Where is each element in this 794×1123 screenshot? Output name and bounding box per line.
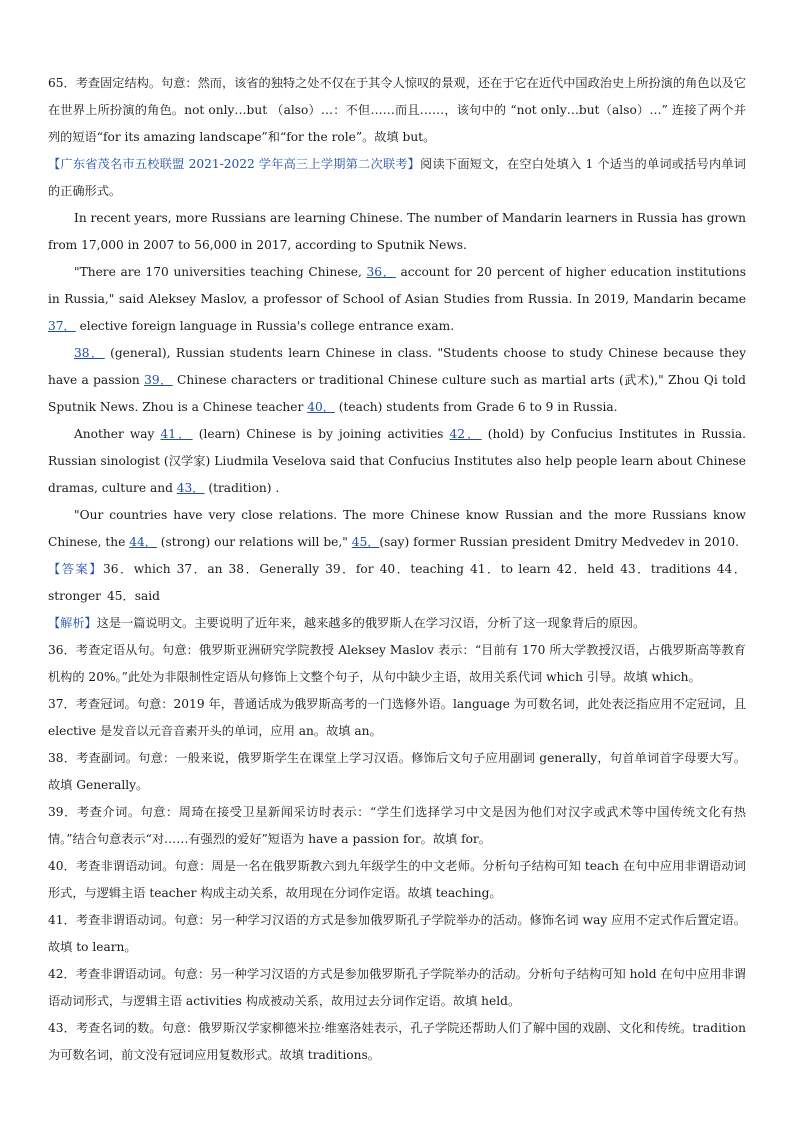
analysis-item-41: 41．考查非谓语动词。句意：另一种学习汉语的方式是参加俄罗斯孔子学院举办的活动。修饰名词 way 应用不定式作后置定语。故填 to learn。 (48, 913, 746, 954)
passage-paragraph-5 (48, 502, 746, 556)
answer-item: 38．Generally (228, 562, 320, 576)
answer-item: 42．held (556, 562, 615, 576)
passage-text: "Our countries have very close relations. The more Chinese know Russian and the more Russians know Chinese, the (48, 508, 746, 549)
q65-explanation: 65．考查固定结构。句意：然而，该省的独特之处不仅在于其令人惊叹的景观，还在于它在近代中国政治史上所扮演的角色以及它在世界上所扮演的角色。not only…but （also）…：不但……而且……，该句中的 “not only…but（also）…” 连接了两个并列的短语“for its amazing landscape”和“for the role”。故填 but。 (48, 76, 747, 144)
answer-item: 41．to learn (469, 562, 551, 576)
blank-39: 39． (144, 373, 173, 387)
passage-text: "There are 170 universities teaching Chinese, (74, 265, 367, 279)
passage-text: (general), Russian students learn Chinese in class. "Students choose to study Chinese because they have a passion (48, 346, 746, 387)
blank-37: 37． (48, 319, 76, 333)
passage-text: (hold) by Confucius Institutes in Russia. Russian sinologist (汉学家) Liudmila Veselova said that Confucius Institutes also help people learn about Chinese dramas, culture and (48, 427, 747, 495)
analysis-item-37: 37．考查冠词。句意：2019 年，普通话成为俄罗斯高考的一门选修外语。language 为可数名词，此处表泛指应用不定冠词，且 elective 是发音以元音音素开头的单词，应用 an。故填 an。 (48, 697, 746, 738)
passage-paragraph-3 (48, 340, 746, 421)
section-source: 【广东省茂名市五校联盟 2021-2022 学年高三上学期第二次联考】 (48, 157, 421, 171)
passage-text: account for 20 percent of higher education institutions in Russia," said Aleksey Maslov, a professor of School of Asian Studies from Russia. In 2019, Mandarin became (48, 265, 747, 306)
passage-text: (say) former Russian president Dmitry Medvedev in 2010. (379, 535, 739, 549)
analysis-item-42: 42．考查非谓语动词。句意：另一种学习汉语的方式是参加俄罗斯孔子学院举办的活动。分析句子结构可知 hold 在句中应用非谓语动词形式，与逻辑主语 activities 构成被动关系，故用过去分词作定语。故填 held。 (48, 967, 746, 1008)
passage-text: (teach) students from Grade 6 to 9 in Russia. (334, 400, 618, 414)
passage-text: (tradition) . (204, 481, 280, 495)
passage-text: Chinese characters or traditional Chinese culture such as martial arts (武术)," Zhou Qi told Sputnik News. Zhou is a Chinese teacher (48, 373, 746, 414)
passage-paragraph-2 (48, 259, 746, 340)
answer-item: 37．an (176, 562, 223, 576)
blank-36: 36． (366, 265, 396, 279)
blank-43: 43． (176, 481, 205, 495)
passage-text: Another way (74, 427, 161, 441)
passage-text: (strong) our relations will be," (156, 535, 352, 549)
answer-label: 【答案】 (48, 562, 103, 576)
answer-item: 45．said (107, 589, 160, 603)
answer-item: 39．for (325, 562, 374, 576)
answer-item: 40．teaching (379, 562, 464, 576)
analysis-intro-text: 这是一篇说明文。主要说明了近年来，越来越多的俄罗斯人在学习汉语，分析了这一现象背后的原因。 (96, 616, 646, 630)
analysis-item-43: 43．考查名词的数。句意：俄罗斯汉学家柳德米拉·维塞洛娃表示，孔子学院还帮助人们了解中国的戏剧、文化和传统。tradition 为可数名词，前文没有冠词应用复数形式。故填 traditions。 (48, 1021, 746, 1062)
document-page (48, 70, 746, 1069)
analysis-item-39: 39．考查介词。句意：周琦在接受卫星新闻采访时表示：“学生们选择学习中文是因为他们对汉字或武术等中国传统文化有热情。”结合句意表示“对……有强烈的爱好”短语为 have a passion for。故填 for。 (48, 805, 746, 846)
passage-paragraph-1: In recent years, more Russians are learning Chinese. The number of Mandarin learners in Russia has grown from 17,000 in 2007 to 56,000 in 2017, according to Sputnik News. (48, 211, 746, 252)
answer-key (48, 556, 746, 610)
analysis-item-40: 40．考查非谓语动词。句意：周是一名在俄罗斯教六到九年级学生的中文老师。分析句子结构可知 teach 在句中应用非谓语动词形式，与逻辑主语 teacher 构成主动关系，故用现在分词作定语。故填 teaching。 (48, 859, 746, 900)
blank-44: 44． (129, 535, 157, 549)
passage-text: elective foreign language in Russia's college entrance exam. (75, 319, 455, 333)
analysis-intro (48, 610, 746, 637)
blank-40: 40． (307, 400, 335, 414)
blank-42: 42． (449, 427, 482, 441)
blank-41: 41． (160, 427, 193, 441)
analysis-label: 【解析】 (48, 616, 97, 630)
passage-paragraph-4 (48, 421, 746, 502)
analysis-item-38: 38．考查副词。句意：一般来说，俄罗斯学生在课堂上学习汉语。修饰后文句子应用副词 generally，句首单词首字母要大写。故填 Generally。 (48, 751, 746, 792)
answer-item: 36．which (102, 562, 171, 576)
answer-item: 43．traditions (620, 562, 711, 576)
section-instruction: 阅读下面短文，在空白处填入 1 个适当的单词或括号内单词的正确形式。 (48, 157, 746, 198)
blank-38: 38． (74, 346, 105, 360)
answer-item: 44．stronger (48, 562, 747, 603)
blank-45: 45． (351, 535, 380, 549)
section-heading (48, 151, 746, 205)
passage-text: (learn) Chinese is by joining activities (192, 427, 450, 441)
analysis-item-36: 36．考查定语从句。句意：俄罗斯亚洲研究学院教授 Aleksey Maslov 表示：“目前有 170 所大学教授汉语，占俄罗斯高等教育机构的 20%。”此处为非限制性定语从句修饰上文整个句子，从句中缺少主语，故用关系代词 which 引导。故填 which。 (48, 643, 746, 684)
